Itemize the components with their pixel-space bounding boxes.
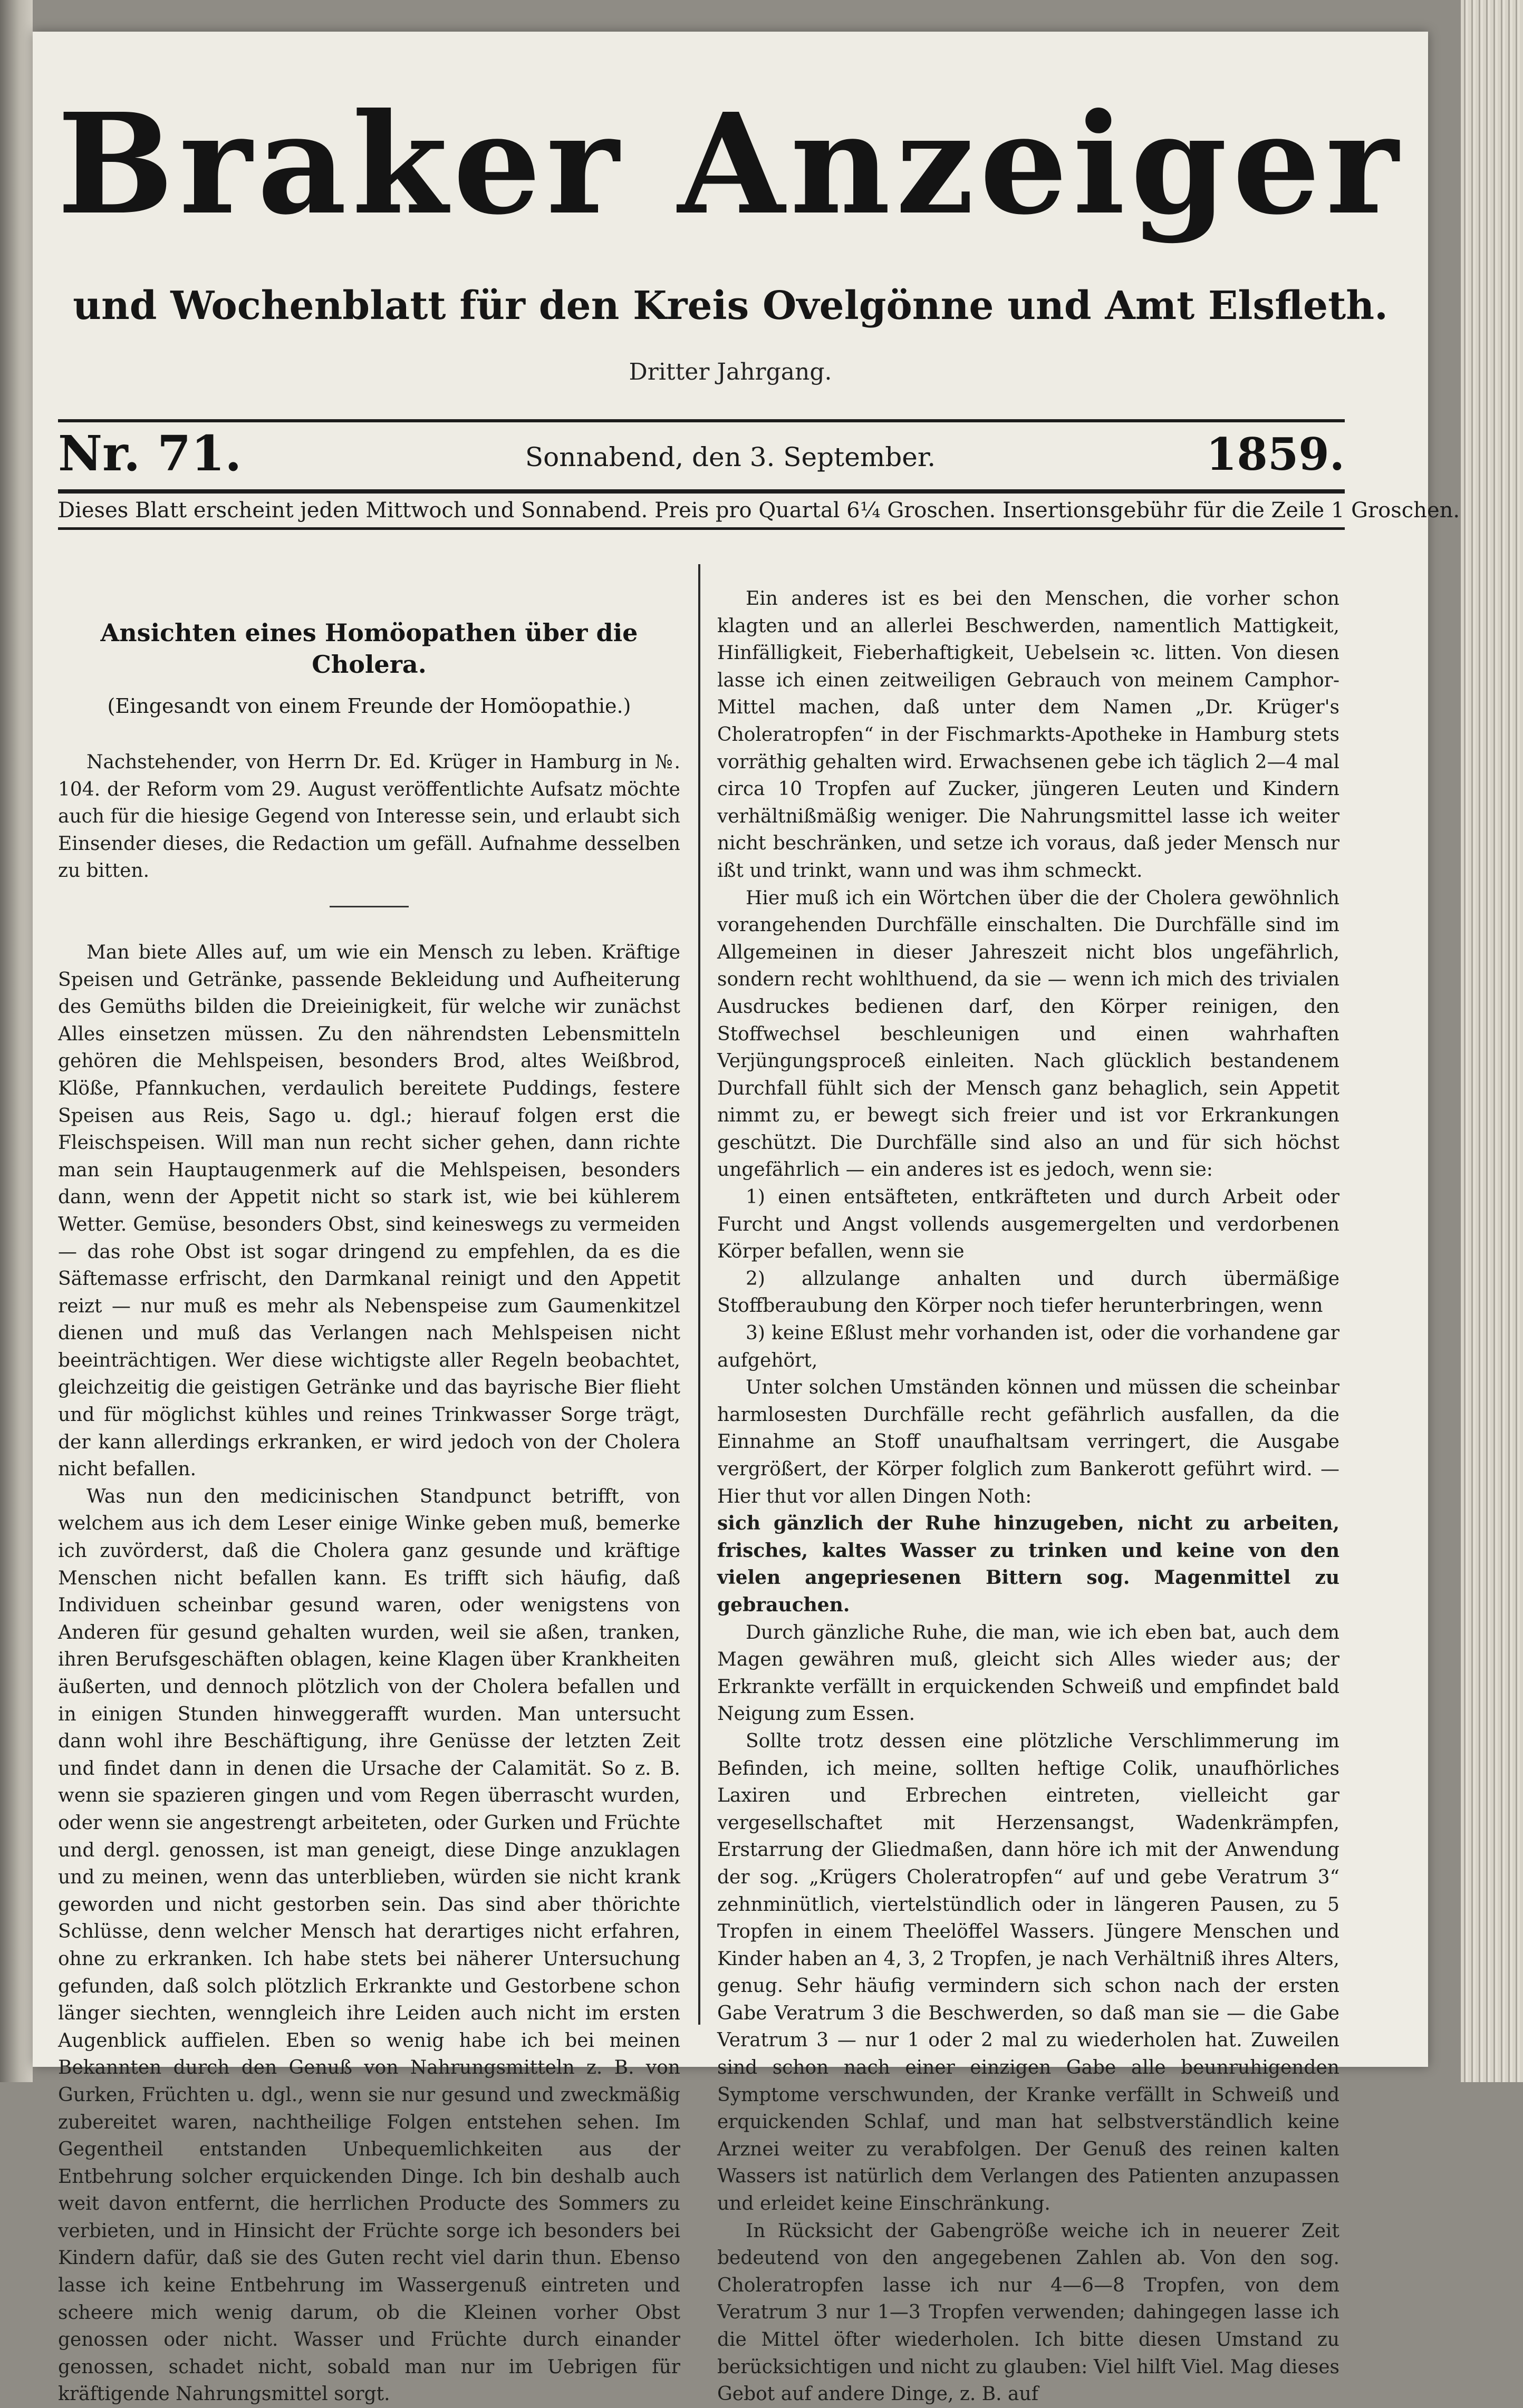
article-paragraph: Sollte trotz dessen eine plötzliche Verschlimmerung im Befinden, ich meine, sollten heftige Colik, unaufhörliches Laxiren und Erbrechen eintreten, vielleicht gar vergesellschaftet mit Herzensangst, Wadenkrämpfen, Erstarrung der Gliedmaßen, dann höre ich mit der Anwendung der sog. „Krügers Choleratropfen“ auf und gebe Veratrum 3“ zehnminütlich, viertelstündlich oder in längeren Pausen, zu 5 Tropfen in einem Theelöffel Wassers. Jüngere Menschen und Kinder haben an 4, 3, 2 Tropfen, je nach Verhältniß ihres Alters, genug. Sehr häufig vermindern sich schon nach der ersten Gabe Veratrum 3 die Beschwerden, so daß man sie — die Gabe Veratrum 3 — nur 1 oder 2 mal zu wiederholen hat. Zuweilen sind schon nach einer einzigen Gabe alle beunruhigenden Symptome verschwunden, der Kranke verfällt in Schweiß und erquickenden Schlaf, und man hat selbstverständlich keine Arznei weiter zu verabfolgen. Der Genuß des reinen kalten Wassers ist natürlich dem Verlangen des Patienten anzupassen und erleidet keine Einschränkung. <box>717 1730 1339 2215</box>
article-paragraph: Unter solchen Umständen können und müssen die scheinbar harmlosesten Durchfälle recht gefährlich ausfallen, da die Einnahme an Stoff unaufhaltsam verringert, die Ausgabe vergrößert, der Körper folglich zum Bankerott geführt wird. — Hier thut vor allen Dingen Noth: <box>717 1377 1339 1507</box>
article-paragraph: Durch gänzliche Ruhe, die man, wie ich eben bat, auch dem Magen gewähren muß, gleicht sich Alles wieder aus; der Erkrankte verfällt in erquickenden Schweiß und empfindet bald Neigung zum Essen. <box>717 1621 1339 1725</box>
page-stack-edge <box>1461 0 1523 2082</box>
editor-note: Nachstehender, von Herrn Dr. Ed. Krüger in Hamburg in №. 104. der Reform vom 29. August veröffentlichte Aufsatz möchte auch für die hiesige Gegend von Interesse sein, und erlaubt sich Einsender dieses, die Redaction um gefäll. Aufnahme desselben zu bitten. <box>58 751 680 882</box>
header-rule-bottom <box>58 527 1345 530</box>
column-right <box>717 585 1339 2408</box>
column-left <box>58 585 680 2408</box>
masthead-volume: Dritter Jahrgang. <box>629 359 832 385</box>
header-rule-top <box>58 419 1345 422</box>
list-item: 1) einen entsäfteten, entkräfteten und durch Arbeit oder Furcht und Angst vollends ausgemergelten und verdorbenen Körper befallen, wenn sie <box>717 1186 1339 1263</box>
article-paragraph: Hier muß ich ein Wörtchen über die der Cholera gewöhnlich vorangehenden Durchfälle einschalten. Die Durchfälle sind im Allgemeinen in dieser Jahreszeit nicht blos ungefährlich, sondern recht wohlthuend, da sie — wenn ich mich des trivialen Ausdruckes bedienen darf, den Körper reinigen, den Stoffwechsel beschleunigen und einen wahrhaften Verjüngungsproceß einleiten. Nach glücklich bestandenem Durchfall fühlt sich der Mensch ganz behaglich, sein Appetit nimmt zu, er bewegt sich freier und ist vor Erkrankungen geschützt. Die Durchfälle sind also an und für sich höchst ungefährlich — ein anderes ist es jedoch, wenn sie: <box>717 887 1339 1181</box>
article-subtitle: (Eingesandt von einem Freunde der Homöopathie.) <box>107 694 631 718</box>
adjacent-page-edge <box>0 0 33 2082</box>
article-emphasis: sich gänzlich der Ruhe hinzugeben, nicht zu arbeiten, frisches, kaltes Wasser zu trinken und keine von den vielen angepriesenen Bittern sog. Magenmittel zu gebrauchen. <box>717 1512 1339 1616</box>
article-paragraph: In Rücksicht der Gabengröße weiche ich in neuerer Zeit bedeutend von den angegebenen Zahlen ab. Von den sog. Choleratropfen lasse ich nur 4—6—8 Tropfen, von dem Veratrum 3 nur 1—3 Tropfen verwenden; dahingegen lasse ich die Mittel öfter wiederholen. Ich bitte diesen Umstand zu berücksichtigen und nicht zu glauben: Viel hilft Viel. Mag dieses Gebot auf andere Dinge, z. B. auf <box>717 2220 1339 2405</box>
article-paragraph: Ein anderes ist es bei den Menschen, die vorher schon klagten und an allerlei Beschwerden, namentlich Mattigkeit, Hinfälligkeit, Fieberhaftigkeit, Uebelsein ꝛc. litten. Von diesen lasse ich einen zeitweiligen Gebrauch von meinem Camphor-Mittel machen, daß unter dem Namen „Dr. Krüger's Choleratropfen“ in der Fischmarkts-Apotheke in Hamburg stets vorräthig gehalten wird. Erwachsenen gebe ich täglich 2—4 mal circa 10 Tropfen auf Zucker, jüngeren Leuten und Kindern verhältnißmäßig weniger. Die Nahrungsmittel lasse ich weiter nicht beschränken, und setze ich voraus, daß jeder Mensch nur ißt und trinkt, wann und was ihm schmeckt. <box>717 588 1339 882</box>
masthead-subtitle: und Wochenblatt für den Kreis Ovelgönne und Amt Elsfleth. <box>73 283 1388 328</box>
article-paragraph: Man biete Alles auf, um wie ein Mensch zu leben. Kräftige Speisen und Getränke, passende Bekleidung und Aufheiterung des Gemüths bilden die Dreieinigkeit, für welche wir zunächst Alles einsetzen müssen. Zu den nährendsten Lebensmitteln gehören die Mehlspeisen, besonders Brod, altes Weißbrod, Klöße, Pfannkuchen, verdaulich bereitete Puddings, festere Speisen aus Reis, Sago u. dgl.; hierauf folgen erst die Fleischspeisen. Will man nun recht sicher gehen, dann richte man sein Hauptaugenmerk auf die Mehlspeisen, besonders dann, wenn der Appetit nicht so stark ist, wie bei kühlerem Wetter. Gemüse, besonders Obst, sind keineswegs zu vermeiden — das rohe Obst ist sogar dringend zu empfehlen, da es die Säftemasse erfrischt, den Darmkanal reinigt und den Appetit reizt — nur muß es mehr als Nebenspeise zum Gaumenkitzel dienen und muß das Verlangen nach Mehlspeisen nicht beeinträchtigen. Wer diese wichtigste aller Regeln beobachtet, gleichzeitig die geistigen Getränke und das bayrische Bier flieht und für möglichst kühles und reines Trinkwasser Sorge trägt, der kann allerdings erkranken, er wird jedoch von der Cholera nicht befallen. <box>58 941 680 1481</box>
list-item: 3) keine Eßlust mehr vorhanden ist, oder die vorhandene gar aufgehört, <box>717 1322 1339 1371</box>
article-title: Ansichten eines Homöopathen über die Cholera. <box>100 618 638 679</box>
newspaper-page <box>33 32 1460 2405</box>
issue-year: 1859. <box>1206 428 1345 480</box>
list-item: 2) allzulange anhalten und durch übermäßige Stoffberaubung den Körper noch tiefer herunterbringen, wenn <box>717 1268 1339 1317</box>
issue-date: Sonnabend, den 3. September. <box>525 442 936 472</box>
publication-info: Dieses Blatt erscheint jeden Mittwoch und Sonnabend. Preis pro Quartal 6¼ Groschen. Insertionsgebühr für die Zeile 1 Groschen. <box>58 498 1460 523</box>
masthead-title: Braker Anzeiger <box>57 83 1404 245</box>
column-divider <box>698 564 700 2025</box>
header-rule-middle <box>58 489 1345 494</box>
issue-number: Nr. 71. <box>58 425 242 482</box>
article-paragraph: Was nun den medicinischen Standpunct betrifft, von welchem aus ich dem Leser einige Winke geben muß, bemerke ich zuvörderst, daß die Cholera ganz gesunde und kräftige Menschen nicht befallen kann. Es trifft sich häufig, daß Individuen scheinbar gesund waren, oder wenigstens von Anderen für gesund gehalten wurden, weil sie aßen, tranken, ihren Berufsgeschäften oblagen, keine Klagen über Krankheiten äußerten, und dennoch plötzlich von der Cholera befallen und in einigen Stunden hinweggerafft wurden. Man untersucht dann wohl ihre Beschäftigung, ihre Genüsse der letzten Zeit und findet dann in denen die Ursache der Calamität. So z. B. wenn sie spazieren gingen und vom Regen überrascht wurden, oder wenn sie angestrengt arbeiteten, oder Gurken und Früchte und dergl. genossen, ist man geneigt, diese Dinge anzuklagen und zu meinen, wenn das unterblieben, würden sie nicht krank geworden und nicht gestorben sein. Das sind aber thörichte Schlüsse, denn welcher Mensch hat derartiges nicht erfahren, ohne zu erkranken. Ich habe stets bei näherer Untersuchung gefunden, daß solch plötzlich Erkrankte und Gestorbene schon länger siechten, wenngleich ihre Leiden auch nicht im ersten Augenblick auffielen. Eben so wenig habe ich bei meinen Bekannten durch den Genuß von Nahrungsmitteln z. B. von Gurken, Früchten u. dgl., wenn sie nur gesund und zweckmäßig zubereitet waren, nachtheilige Folgen entstehen sehen. Im Gegentheil entstanden Unbequemlichkeiten aus der Entbehrung solcher erquickenden Dinge. Ich bin deshalb auch weit davon entfernt, die herrlichen Producte des Sommers zu verbieten, und in Hinsicht der Früchte sorge ich besonders bei Kindern dafür, daß sie des Guten recht viel darin thun. Ebenso lasse ich keine Entbehrung im Wassergenuß eintreten und scheere mich wenig darum, ob die Kleinen vorher Obst genossen oder nicht. Wasser und Früchte durch einander genossen, schadet nicht, sobald man nur im Uebrigen für kräftigende Nahrungsmittel sorgt. <box>58 1485 680 2405</box>
note-separator <box>330 906 409 907</box>
